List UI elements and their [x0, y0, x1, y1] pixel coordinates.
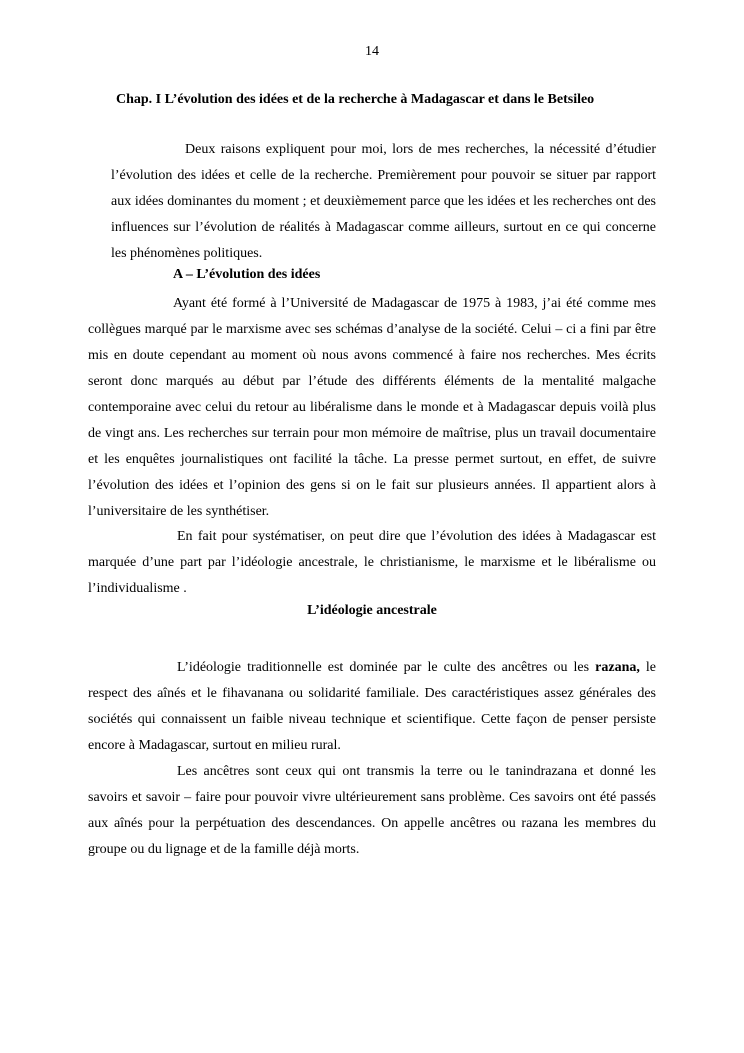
ancestral-paragraph-1-start: L’idéologie traditionnelle est dominée par le culte des ancêtres ou les [177, 660, 596, 675]
chapter-title: Chap. I L’évolution des idées et de la recherche à Madagascar et dans le Betsileo [116, 92, 595, 107]
razana-term: razana, [595, 660, 640, 675]
section-a-heading: A – L’évolution des idées [173, 267, 321, 282]
section-a-paragraph-2: En fait pour systématiser, on peut dire que l’évolution des idées à Madagascar est marquée d’une part par l’idéologie ancestrale, le christianisme, le marxisme et le libéralisme ou l’individualisme . [88, 529, 656, 596]
page-number: 14 [365, 44, 379, 59]
ancestral-paragraph-1 [88, 655, 656, 759]
section-a-paragraph-1: Ayant été formé à l’Université de Madagascar de 1975 à 1983, j’ai été comme mes collègues marqué par le marxisme avec ses schémas d’analyse de la société. Celui – ci a fini par être mis en doute cependant au moment où nous avons commencé à faire nos recherches. Mes écrits seront donc marqués au début par l’étude des différents éléments de la mentalité malgache contemporaine avec celui du retour au libéralisme dans le monde et à Madagascar depuis voilà plus de vingt ans. Les recherches sur terrain pour mon mémoire de maîtrise, plus un travail documentaire et les enquêtes journalistiques ont facilité la tâche. La presse permet surtout, en effet, de suivre l’évolution des idées et l’opinion des gens si on le fait sur plusieurs années. Il appartient alors à l’universitaire de les synthétiser. [88, 296, 656, 519]
ancestral-ideology-heading: L’idéologie ancestrale [307, 603, 437, 618]
ancestral-paragraph-2: Les ancêtres sont ceux qui ont transmis la terre ou le tanindrazana et donné les savoirs et savoir – faire pour pouvoir vivre ultérieurement sans problème. Ces savoirs ont été passés aux aînés pour la perpétuation des descendances. On appelle ancêtres ou razana les membres du groupe ou du lignage et de la famille déjà morts. [88, 764, 656, 857]
ancestral-paragraph-1-end: le respect des aînés et le fihavanana ou solidarité familiale. Des caractéristiques assez générales des sociétés qui connaissent un faible niveau technique et scientifique. Cette façon de penser persiste encore à Madagascar, surtout en milieu rural. [88, 660, 657, 753]
intro-paragraph: Deux raisons expliquent pour moi, lors de mes recherches, la nécessité d’étudier l’évolution des idées et celle de la recherche. Premièrement pour pouvoir se situer par rapport aux idées dominantes du moment ; et deuxièmement parce que les idées et les recherches ont des influences sur l’évolution de réalités à Madagascar comme ailleurs, surtout en ce qui concerne les phénomènes politiques. [111, 142, 656, 261]
